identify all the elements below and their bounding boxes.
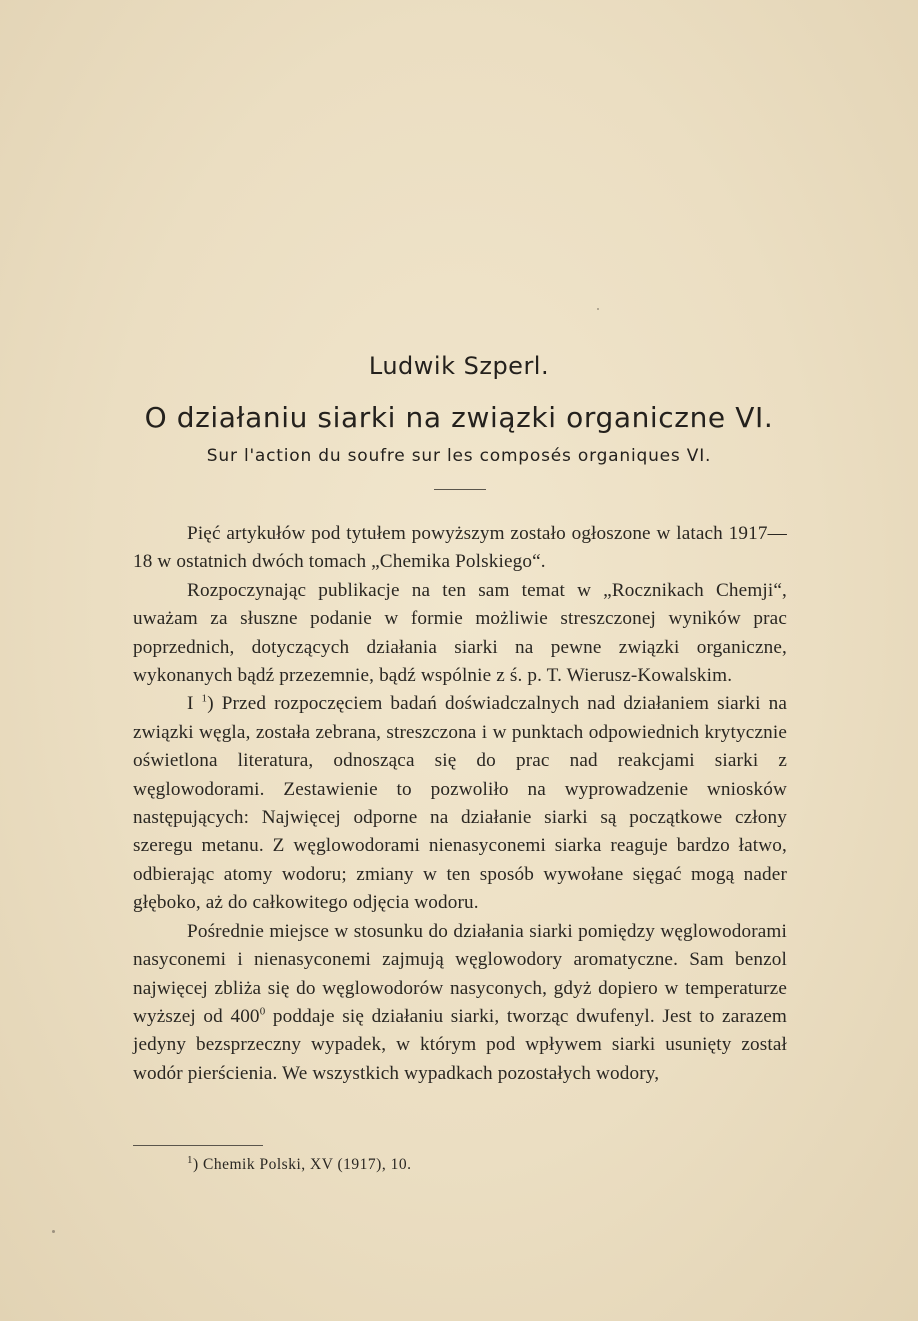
paragraph-3-text: ) Przed rozpoczęciem badań doświadczalnych nad działaniem siarki na związki węgla, została zebrana, streszczona i w punktach odpowiednich krytycznie oświetlona literatura, odnosząca się do prac nad reakcjami siarki z węglowodorami. Zestawienie to pozwoliło na wyprowadzenie wniosków następujących: Najwięcej odporne na działanie siarki są początkowe człony szeregu metanu. Z węglowodorami nienasyconemi siarka reaguje bardzo łatwo, odbierając atomy wodoru; zmiany w ten sposób wywołane sięgać mogą nader głęboko, aż do całkowitego odjęcia wodoru.	[133, 693, 787, 914]
paragraph-1: Pięć artykułów pod tytułem powyższym zostało ogłoszone w latach 1917—18 w ostatnich dwóch tomach „Chemika Polskiego“.	[133, 523, 787, 573]
article-subtitle-french: Sur l'action du soufre sur les composés organiques VI.	[206, 446, 712, 466]
paragraph-2: Rozpoczynając publikacje na ten sam temat w „Rocznikach Chemji“, uważam za słuszne podanie w formie możliwie streszczonej wyników prac poprzednich, dotyczących działania siarki na pewne związki organiczne, wykonanych bądź przezemnie, bądź wspólnie z ś. p. T. Wierusz-Kowalskim.	[133, 579, 787, 687]
paragraph-4-text-a: Pośrednie miejsce w stosunku do działania siarki pomiędzy węglowodorami nasyconemi i nienasyconemi zajmują węglowodory aromatyczne. Sam benzol najwięcej zbliża się do węglowodorów nasyconych, gdyż dopiero w temperaturze wyższej od 400	[133, 920, 787, 1027]
article-title: O działaniu siarki na związki organiczne VI.	[144, 401, 774, 434]
section-number: I	[187, 693, 194, 715]
footnote-text: ) Chemik Polski, XV (1917), 10.	[193, 1156, 412, 1173]
footnote-divider	[133, 1145, 263, 1146]
paper-speck	[597, 308, 599, 310]
author-name: Ludwik Szperl.	[368, 352, 550, 380]
footnote-mark: 1	[187, 1153, 193, 1166]
degree-mark: 0	[259, 1005, 266, 1018]
article-body	[133, 520, 787, 1088]
paragraph-4	[133, 918, 787, 1088]
footnote	[187, 1153, 412, 1174]
paper-speck	[52, 1230, 55, 1233]
paragraph-4-text-b: poddaje się działaniu siarki, tworząc dwufenyl. Jest to zarazem jedyny bezsprzeczny wypadek, w którym pod wpływem siarki usunięty został wodór pierścienia. We wszystkich wypadkach pozostałych wodory,	[133, 1005, 787, 1084]
title-divider	[434, 489, 486, 490]
footnote-reference: 1	[201, 693, 208, 706]
paragraph-3	[133, 690, 787, 917]
